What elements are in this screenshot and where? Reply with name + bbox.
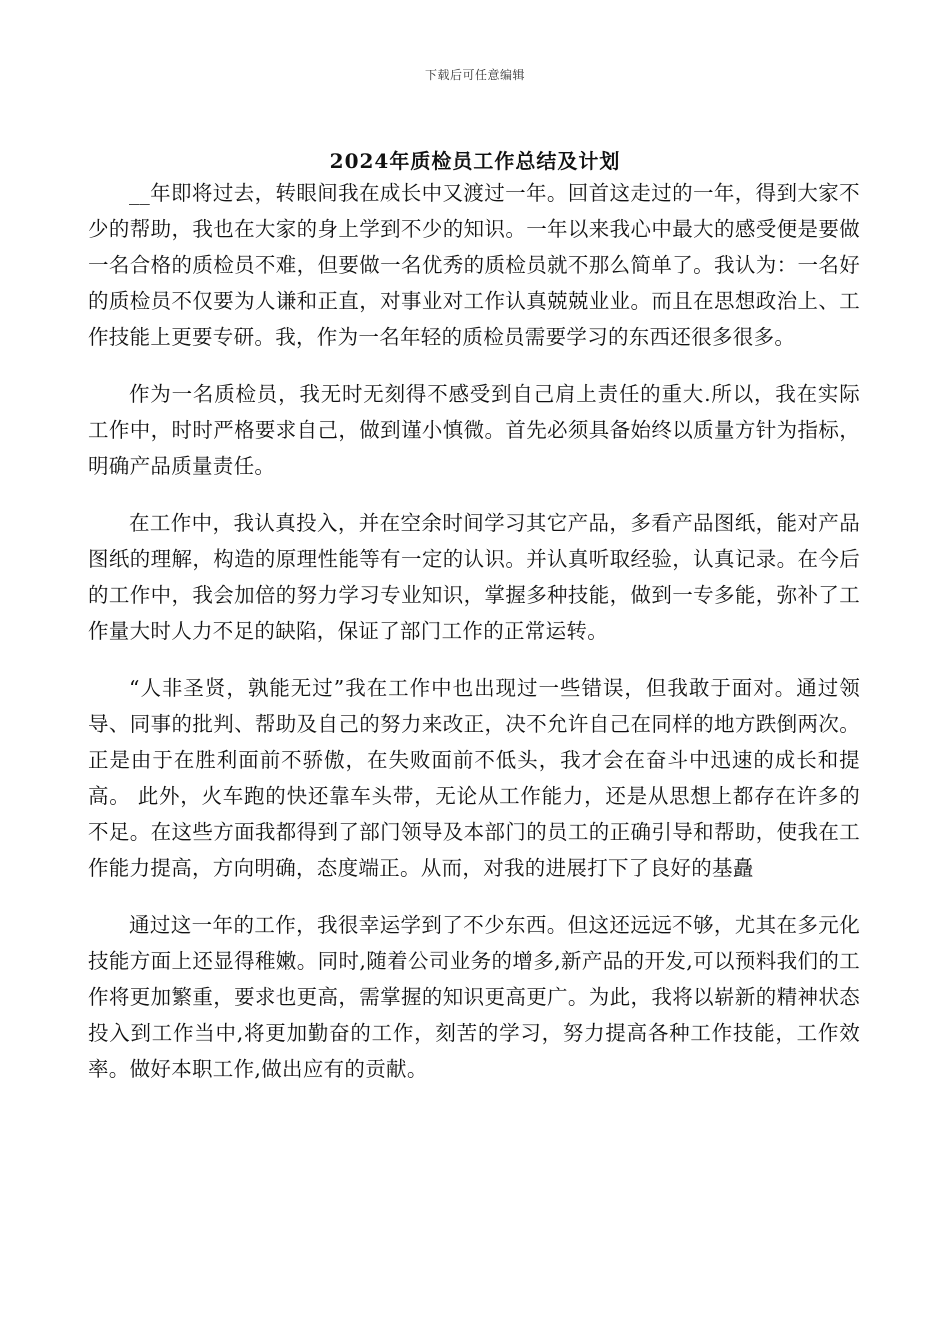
paragraph-1: __年即将过去，转眼间我在成长中又渡过一年。回首这走过的一年，得到大家不少的帮助，我也在大家的身上学到不少的知识。一年以来我心中最大的感受便是要做一名合格的质检员不难，但要做一名优秀的质检员就不那么简单了。我认为：一名好的质检员不仅要为人谦和正直，对事业对工作认真兢兢业业。而且在思想政治上、工作技能上更要专研。我，作为一名年轻的质检员需要学习的东西还很多很多。 [88,181,860,349]
paragraph-5: 通过这一年的工作，我很幸运学到了不少东西。但这还远远不够，尤其在多元化技能方面上还显得稚嫩。同时,随着公司业务的增多,新产品的开发,可以预料我们的工作将更加繁重，要求也更高，需掌握的知识更高更广。为此，我将以崭新的精神状态投入到工作当中,将更加勤奋的工作，刻苦的学习，努力提高各种工作技能，工作效率。做好本职工作,做出应有的贡献。 [88,913,860,1081]
paragraph-3: 在工作中，我认真投入，并在空余时间学习其它产品，多看产品图纸，能对产品图纸的理解，构造的原理性能等有一定的认识。并认真听取经验，认真记录。在今后的工作中，我会加倍的努力学习专业知识，掌握多种技能，做到一专多能，弥补了工作量大时人力不足的缺陷，保证了部门工作的正常运转。 [88,511,860,643]
document-body [88,175,860,1108]
paragraph-2: 作为一名质检员，我无时无刻得不感受到自己肩上责任的重大.所以，我在实际工作中，时时严格要求自己，做到谨小慎微。首先必须具备始终以质量方针为指标，明确产品质量责任。 [88,382,860,478]
document-title: 2024年质检员工作总结及计划 [329,149,621,173]
page-header-note: 下载后可任意编辑 [424,68,525,82]
paragraph-4: “人非圣贤，孰能无过”我在工作中也出现过一些错误，但我敢于面对。通过领导、同事的批判、帮助及自己的努力来改正，决不允许自己在同样的地方跌倒两次。正是由于在胜利面前不骄傲，在失败面前不低头，我才会在奋斗中迅速的成长和提高。 此外，火车跑的快还靠车头带，无论从工作能力，还是从思想上都存在许多的不足。在这些方面我都得到了部门领导及本部门的员工的正确引导和帮助，使我在工作能力提高，方向明确，态度端正。从而，对我的进展打下了良好的基矗 [88,676,860,880]
